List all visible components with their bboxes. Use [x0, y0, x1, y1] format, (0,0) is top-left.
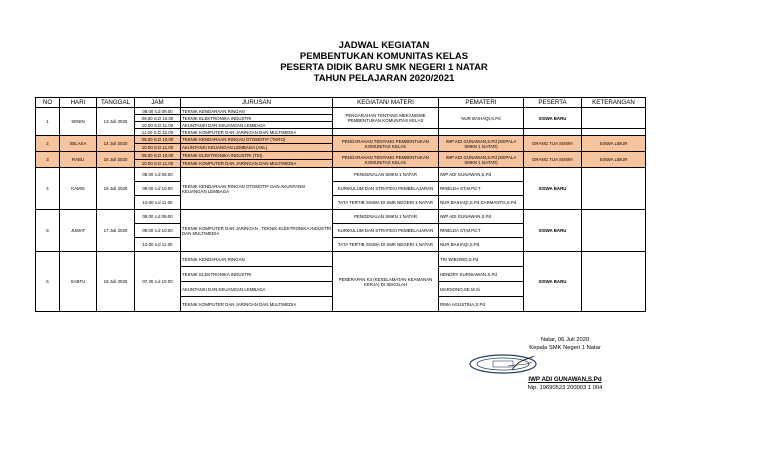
school-stamp-icon [468, 354, 538, 374]
cell-pemateri: NUR BAIHAQI,S.Pd [439, 108, 524, 129]
cell-hari: JUMAT [60, 210, 97, 252]
header-pemateri: PEMATERI [439, 98, 524, 108]
cell-jurusan: TEKNIK ELEKTRONIKA INDUSTRI (TEI) [181, 152, 333, 160]
table-row [36, 108, 646, 115]
cell-no: 3 [36, 152, 60, 168]
cell-keterangan: SISWA LIBUR [582, 152, 646, 168]
title-line-1: JADWAL KEGIATAN [338, 40, 430, 51]
cell-peserta: ORANG TUA SISWA [524, 152, 582, 168]
cell-jam: 08.00 s.d 09.00 [135, 168, 181, 182]
cell-jam: 09.00 S.D 10.00 [135, 115, 181, 122]
cell-peserta: SISWA BARU [524, 108, 582, 129]
cell-keterangan: SISWA LIBUR [582, 136, 646, 152]
header-jurusan: JURUSAN [181, 98, 333, 108]
cell-tanggal: 15 Juli 2020 [97, 152, 135, 168]
cell-jurusan: TEKNIK KOMPUTER DAN JARINGAN DAN MULTIMEDIA [181, 129, 333, 136]
cell-jurusan: AKUNTANSI KEUANGAN LEMBAGA (AKL) [181, 144, 333, 152]
cell-pemateri: NUR BAIHAQI,S.Pd [439, 238, 524, 252]
cell-pemateri: IWP ADI GUNAWAN,S.Pd [439, 210, 524, 224]
cell-hari: SABTU [60, 252, 97, 312]
cell-jam: 09.00 s.d 10.00 [135, 182, 181, 196]
cell-tanggal: 16 Juli 2020 [97, 168, 135, 210]
cell-jurusan: TEKNIK KOMPUTER DAN JARINGAN , TEKNIK ELEKTRONIKA INDUSTRI DAN MULTIMEDIA [181, 210, 333, 252]
cell-kegiatan: PENGARAHAN TENTANG MEKANISME PEMBENTUKAN KOMUNITAS KELAS [333, 108, 439, 129]
cell-kegiatan: PENGENALAN SMKN 1 NATAR [333, 168, 439, 182]
table-row [36, 210, 646, 224]
cell-hari: KAMIS [60, 168, 97, 210]
cell-peserta: SISWA BARU [524, 168, 582, 210]
cell-keterangan [582, 210, 646, 252]
cell-jam: 08.00 s.d 09.00 [135, 108, 181, 115]
cell-pemateri: MARSONO,SE.M.Si [439, 282, 524, 297]
cell-kegiatan: PENGARAHAN TENTANG PEMBENTUKAN KOMUNITAS KELAS [333, 136, 439, 152]
cell-kegiatan: PENERAPAN K3 (KESELAMATAN KEAMANAN KERJA) DI SEKOLAH [333, 252, 439, 312]
cell-jam: 10.00 S.D 11.00 [135, 144, 181, 152]
cell-jam: 09.00 s.d 10.00 [135, 224, 181, 238]
cell-jurusan: TEKNIK KOMPUTER DAN JARINGAN DAN MULTIMEDIA [181, 160, 333, 168]
cell-jam: 10.00 S.D 11.00 [135, 160, 181, 168]
cell-jurusan: TEKNIK ELEKTRONIKA INDUSTRI [181, 267, 333, 282]
table-header-row [36, 98, 646, 108]
table-row [36, 168, 646, 182]
header-no: NO [36, 98, 60, 108]
signature-place-date: Natar, 06 Juli 2020 [540, 337, 590, 343]
cell-jam: 10.00 s.d 11.00 [135, 238, 181, 252]
title-line-4: TAHUN PELAJARAN 2020/2021 [313, 73, 455, 84]
cell-jam: 07.30 s.d 10.00 [135, 252, 181, 312]
signature-nip: Nip. 19690523 200003 1 004 [527, 385, 603, 391]
document-title [0, 40, 768, 84]
cell-pemateri: RIMA AGUSTINA,S.Pd [439, 297, 524, 312]
cell-tanggal: 14 Juli 2020 [97, 136, 135, 152]
cell-tanggal: 18 Juli 2020 [97, 252, 135, 312]
header-peserta: PESERTA [524, 98, 582, 108]
cell-jam: 08.00 S.D 10.00 [135, 136, 181, 144]
cell-kegiatan: KURIKULUM DAN STRATEGI PEMBELAJARAN [333, 182, 439, 196]
table-row [36, 252, 646, 267]
cell-pemateri: RINELDA ST,M.Pd.T [439, 224, 524, 238]
cell-keterangan [582, 252, 646, 312]
cell-jam: 10.00 s.d 11.00 [135, 196, 181, 210]
cell-hari: SENIN [60, 108, 97, 136]
cell-no: 6 [36, 252, 60, 312]
cell-jam: 11.00 S.D 12.00 [135, 129, 181, 136]
title-line-3: PESERTA DIDIK BARU SMK NEGERI 1 NATAR [280, 62, 488, 73]
cell-no: 5 [36, 210, 60, 252]
cell-hari: RABU [60, 152, 97, 168]
cell-jurusan: TEKNIK KENDARAAN RINGAN [181, 108, 333, 115]
cell-pemateri: NUR BAIHAQI,S.Pd DARMANTO,S.Pd [439, 196, 524, 210]
table-row [36, 152, 646, 160]
cell-tanggal: 13 Juli 2020 [97, 108, 135, 136]
cell-tanggal: 17 Juli 2020 [97, 210, 135, 252]
cell-no: 1 [36, 108, 60, 136]
signature-position: Kepala SMK Negeri 1 Natar [529, 345, 601, 351]
cell-kegiatan: TATA TERTIB SISWA DI SMK NEGERI 1 NATAR [333, 196, 439, 210]
cell-peserta: SISWA BARU [524, 252, 582, 312]
cell-hari: SELASA [60, 136, 97, 152]
cell-pemateri: HENDRY KURNIAWAN,S.Pd [439, 267, 524, 282]
cell-no: 2 [36, 136, 60, 152]
cell-jurusan: TEKNIK KENDARAAN RINGAN [181, 252, 333, 267]
cell-jurusan: AKUNTANSI DAN KEUANGAN LEMBAGA [181, 122, 333, 129]
cell-kegiatan: KURIKULUM DAN STRATEGI PEMBELAJARAN [333, 224, 439, 238]
cell-pemateri: IWP ADI GUNAWAN,S.Pd [439, 168, 524, 182]
cell-pemateri: IWP ADI GUNAWAN,S.Pd (KEPALA SMKN 1 NATAR) [439, 152, 524, 168]
cell-jurusan: TEKNIK KENDARAAN RINGAN OTOMOTIF DAN AKUNTANSI KEUANGAN LEMBAGA [181, 168, 333, 210]
cell-peserta: SISWA BARU [524, 210, 582, 252]
cell-jurusan: TEKNIK KENDARAAN RINGAN OTOMOTIF (TKRO) [181, 136, 333, 144]
header-hari: HARI [60, 98, 97, 108]
cell-jurusan: TEKNIK ELEKTRONIKA INDUSTRI [181, 115, 333, 122]
schedule-table [35, 97, 646, 312]
cell-keterangan [582, 108, 646, 129]
cell-keterangan [582, 168, 646, 210]
title-line-2: PEMBENTUKAN KOMUNITAS KELAS [299, 51, 469, 62]
header-jam: JAM [135, 98, 181, 108]
cell-pemateri: TRI WIBOWO,S.Pd [439, 252, 524, 267]
cell-jurusan: AKUNTANSI DAN KEUANGAN LEMBAGA [181, 282, 333, 297]
cell-jam: 08.00 s.d 09.00 [135, 210, 181, 224]
cell-peserta: ORANG TUA SISWA [524, 136, 582, 152]
cell-pemateri: IWP ADI GUNAWAN,S.Pd (KEPALA SMKN 1 NATAR) [439, 136, 524, 152]
cell-no: 4 [36, 168, 60, 210]
cell-jurusan: TEKNIK KOMPUTER DAN JARINGAN DAN MULTIMEDIA [181, 297, 333, 312]
header-keterangan: KETERANGAN [582, 98, 646, 108]
table-row [36, 136, 646, 144]
header-tanggal: TANGGAL [97, 98, 135, 108]
signature-name: IWP ADI GUNAWAN,S.Pd [528, 376, 602, 383]
cell-kegiatan: PENGARAHAN TENTANG PEMBENTUKAN KOMUNITAS KELAS [333, 152, 439, 168]
header-kegiatan: KEGIATAN/ MATERI [333, 98, 439, 108]
cell-jam: 10.00 S.D 11.00 [135, 122, 181, 129]
cell-kegiatan: PENGENALAN SMKN 1 NATAR [333, 210, 439, 224]
cell-jam: 08.00 S.D 10.00 [135, 152, 181, 160]
cell-kegiatan: TATA TERTIB SISWA DI SMK NEGERI 1 NATAR [333, 238, 439, 252]
cell-pemateri: RINELDA ST,M.Pd.T [439, 182, 524, 196]
